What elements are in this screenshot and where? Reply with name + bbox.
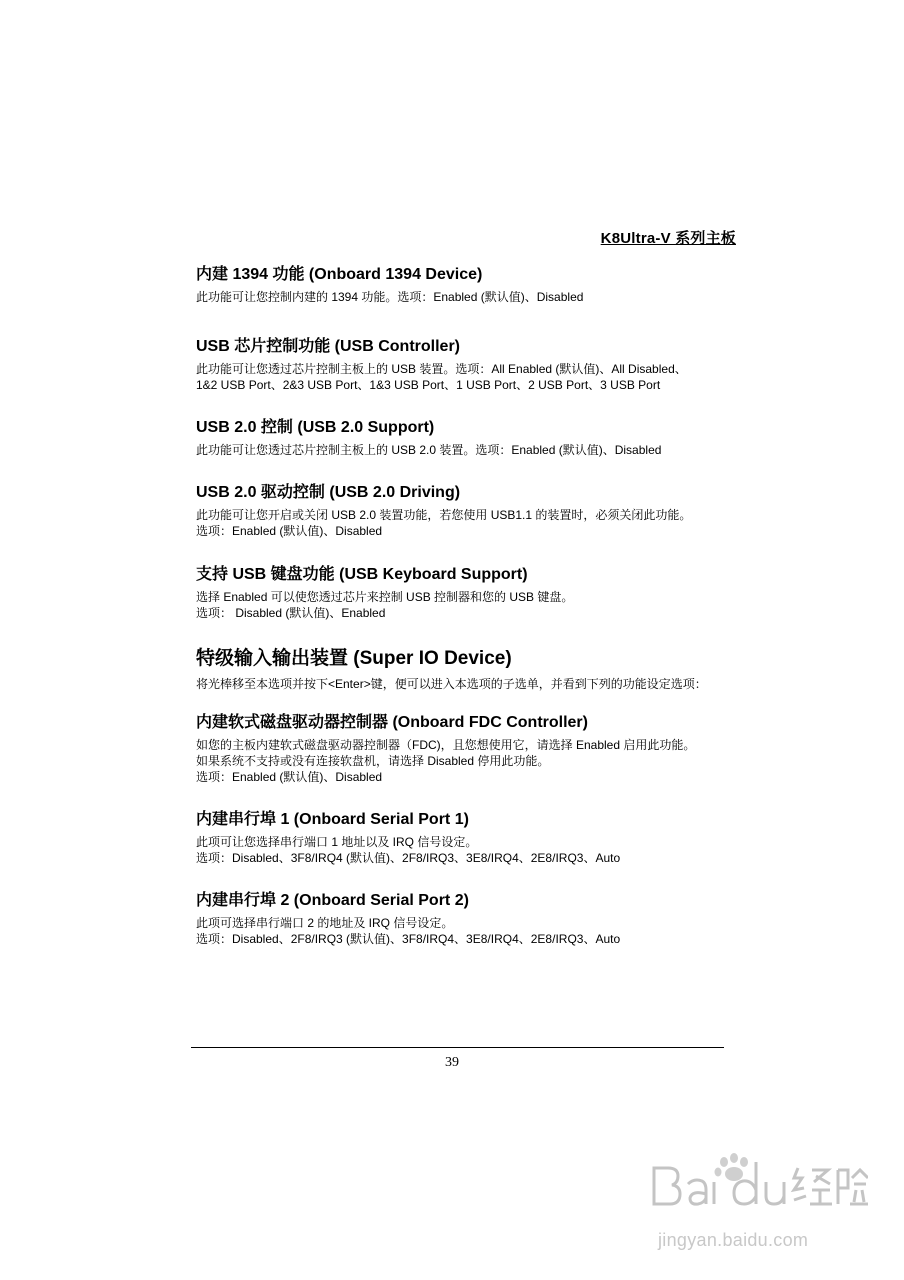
section-text: 选项： Disabled (默认值)、Enabled (196, 606, 386, 620)
section-title: 支持 USB 键盘功能 (USB Keyboard Support) (196, 566, 528, 583)
section-title: USB 芯片控制功能 (USB Controller) (196, 338, 461, 355)
section-title: 特级输入输出装置 (Super IO Device) (196, 648, 512, 669)
section-title: 内建 1394 功能 (Onboard 1394 Device) (196, 266, 483, 283)
section-text: 如果系统不支持或没有连接软盘机，请选择 Disabled 停用此功能。 (196, 754, 550, 768)
page-header: K8Ultra-V 系列主板 (600, 230, 736, 247)
section-text: 此功能可让您透过芯片控制主板上的 USB 装置。选项：All Enabled (默认值)、All Disabled、 (196, 362, 687, 376)
section-serial-port-1 (196, 810, 756, 866)
section-usb2-driving (196, 483, 756, 539)
section-onboard-1394 (196, 265, 756, 305)
section-text: 选项：Disabled、2F8/IRQ3 (默认值)、3F8/IRQ4、3E8/IRQ4、2E8/IRQ3、Auto (196, 932, 621, 946)
baidu-logo-icon (648, 1148, 868, 1218)
footer-divider (191, 1047, 724, 1048)
section-serial-port-2 (196, 891, 756, 947)
section-onboard-fdc (196, 713, 756, 785)
section-text: 1&2 USB Port、2&3 USB Port、1&3 USB Port、1 USB Port、2 USB Port、3 USB Port (196, 378, 661, 392)
watermark-url: jingyan.baidu.com (658, 1230, 809, 1250)
section-text: 选项：Disabled、3F8/IRQ4 (默认值)、2F8/IRQ3、3E8/IRQ4、2E8/IRQ3、Auto (196, 851, 621, 865)
section-usb-keyboard (196, 565, 756, 621)
section-usb2-support (196, 418, 756, 458)
section-text: 选项：Enabled (默认值)、Disabled (196, 524, 383, 538)
section-text: 此功能可让您透过芯片控制主板上的 USB 2.0 装置。选项：Enabled (默认值)、Disabled (196, 443, 662, 457)
section-usb-controller (196, 337, 756, 393)
section-title: 内建串行埠 2 (Onboard Serial Port 2) (196, 892, 469, 909)
section-title: USB 2.0 驱动控制 (USB 2.0 Driving) (196, 484, 461, 501)
section-text: 此功能可让您开启或关闭 USB 2.0 装置功能，若您使用 USB1.1 的装置时，必须关闭此功能。 (196, 508, 692, 522)
section-text: 如您的主板内建软式磁盘驱动器控制器（FDC)，且您想使用它，请选择 Enabled 启用此功能。 (196, 738, 696, 752)
section-text: 此项可让您选择串行端口 1 地址以及 IRQ 信号设定。 (196, 835, 478, 849)
section-super-io (196, 647, 756, 692)
section-text: 选择 Enabled 可以使您透过芯片来控制 USB 控制器和您的 USB 键盘。 (196, 590, 574, 604)
section-text: 将光棒移至本选项并按下<Enter>键，便可以进入本选项的子选单，并看到下列的功能设定选项： (196, 677, 707, 691)
page-number: 39 (445, 1055, 459, 1070)
section-title: 内建串行埠 1 (Onboard Serial Port 1) (196, 811, 469, 828)
section-text: 选项：Enabled (默认值)、Disabled (196, 770, 383, 784)
section-text: 此功能可让您控制内建的 1394 功能。选项：Enabled (默认值)、Disabled (196, 290, 584, 304)
section-title: 内建软式磁盘驱动器控制器 (Onboard FDC Controller) (196, 714, 588, 731)
baidu-jingyan-watermark (642, 1140, 872, 1270)
section-text: 此项可选择串行端口 2 的地址及 IRQ 信号设定。 (196, 916, 454, 930)
section-title: USB 2.0 控制 (USB 2.0 Support) (196, 419, 435, 436)
